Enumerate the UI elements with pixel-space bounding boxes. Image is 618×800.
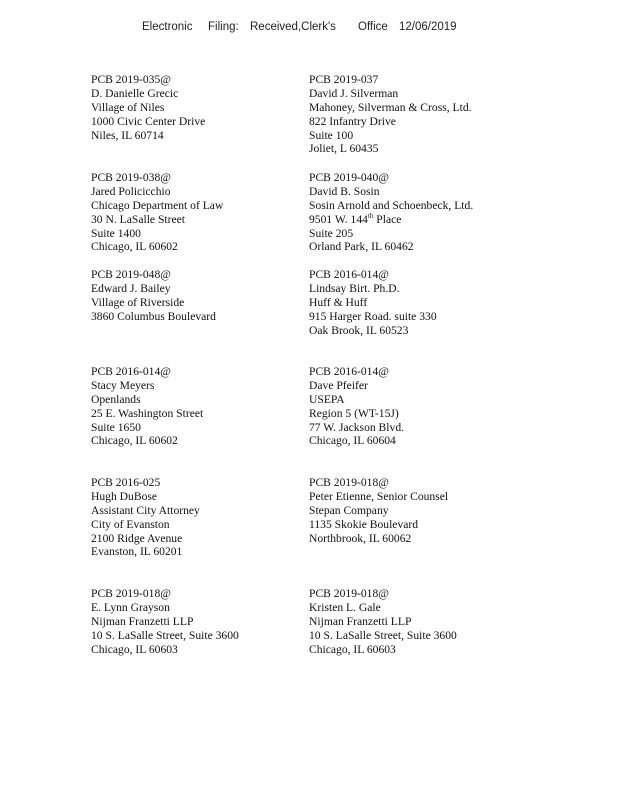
service-entry [91, 171, 223, 254]
case-number: PCB 2019-018@ [309, 587, 389, 600]
street-address: 77 W. Jackson Blvd. [309, 420, 405, 434]
city-state-zip: Chicago, IL 60602 [91, 240, 178, 254]
organization: Village of Riverside [91, 295, 185, 309]
contact-name: David B. Sosin [309, 184, 380, 198]
organization: Village of Niles [91, 100, 165, 114]
case-number: PCB 2019-037 [309, 73, 379, 86]
contact-name: Kristen L. Gale [309, 600, 381, 614]
organization: Sosin Arnold and Schoenbeck, Ltd. [309, 198, 474, 212]
service-entry [91, 268, 216, 324]
contact-name: Hugh DuBose [91, 489, 158, 503]
city-state-zip: Oak Brook, IL 60523 [309, 323, 409, 337]
street-address: 915 Harger Road. suite 330 [309, 309, 437, 323]
suite: Suite 205 [309, 226, 354, 240]
contact-name: Stacy Meyers [91, 378, 155, 392]
suite: Suite 1650 [91, 420, 141, 434]
service-entry [309, 171, 473, 254]
stamp-office: Office [358, 21, 388, 33]
street-address: 3860 Columbus Boulevard [91, 309, 216, 323]
case-number: PCB 2016-025 [91, 476, 161, 489]
case-number: PCB 2019-038@ [91, 171, 171, 184]
organization: Nijman Franzetti LLP [91, 614, 194, 628]
service-entry [309, 365, 404, 448]
contact-name: Edward J. Bailey [91, 281, 171, 295]
street-address: 2100 Ridge Avenue [91, 531, 183, 545]
contact-name: Lindsay Birt. Ph.D. [309, 281, 400, 295]
suite: Suite 1400 [91, 226, 141, 240]
case-number: PCB 2019-018@ [91, 587, 171, 600]
city-state-zip: Chicago, IL 60604 [309, 434, 396, 448]
street-address: 9501 W. 144th Place [309, 211, 402, 226]
service-entry [309, 587, 457, 656]
case-number: PCB 2016-014@ [309, 365, 389, 378]
city-state-zip: Chicago, IL 60603 [309, 642, 396, 656]
street-address: Region 5 (WT-15J) [309, 406, 399, 420]
city-state-zip: Evanston, IL 60201 [91, 545, 183, 559]
organization: Openlands [91, 392, 141, 406]
service-entry [91, 476, 200, 559]
city-state-zip: Northbrook, IL 60062 [309, 531, 412, 545]
city-state-zip: Chicago, IL 60602 [91, 434, 178, 448]
stamp-received: Received,Clerk's [250, 21, 336, 33]
city-state-zip: Niles, IL 60714 [91, 128, 164, 142]
suite: Suite 100 [309, 128, 354, 142]
street-address: 30 N. LaSalle Street [91, 212, 186, 226]
case-number: PCB 2016-014@ [309, 268, 389, 281]
organization: Chicago Department of Law [91, 198, 224, 212]
contact-name: E. Lynn Grayson [91, 600, 170, 614]
street-address: 1000 Civic Center Drive [91, 114, 206, 128]
case-number: PCB 2016-014@ [91, 365, 171, 378]
service-entry [91, 587, 239, 656]
organization: Huff & Huff [309, 295, 368, 309]
contact-name: Jared Policicchio [91, 184, 171, 198]
service-entry [309, 268, 437, 337]
organization: USEPA [309, 392, 345, 406]
organization: City of Evanston [91, 517, 170, 531]
service-entry [91, 73, 205, 142]
stamp-date: 12/06/2019 [399, 21, 457, 33]
contact-name: D. Danielle Grecic [91, 86, 179, 100]
street-address: 25 E. Washington Street [91, 406, 204, 420]
street-address: 10 S. LaSalle Street, Suite 3600 [91, 628, 239, 642]
stamp-filing: Filing: [208, 21, 239, 33]
city-state-zip: Joliet, L 60435 [309, 142, 379, 156]
service-entry [91, 365, 203, 448]
street-address: 1135 Skokie Boulevard [309, 517, 419, 531]
case-number: PCB 2019-035@ [91, 73, 171, 86]
case-number: PCB 2019-048@ [91, 268, 171, 281]
service-entry [309, 73, 472, 156]
organization: Mahoney, Silverman & Cross, Ltd. [309, 100, 472, 114]
city-state-zip: Orland Park, IL 60462 [309, 240, 414, 254]
service-entry [309, 476, 448, 545]
stamp-electronic: Electronic [142, 21, 193, 33]
contact-name: David J. Silverman [309, 86, 399, 100]
contact-name: Dave Pfeifer [309, 378, 368, 392]
organization: Stepan Company [309, 503, 389, 517]
street-address: 10 S. LaSalle Street, Suite 3600 [309, 628, 457, 642]
case-number: PCB 2019-018@ [309, 476, 389, 489]
contact-name: Peter Etienne, Senior Counsel [309, 489, 449, 503]
organization: Nijman Franzetti LLP [309, 614, 412, 628]
street-address: 822 Infantry Drive [309, 114, 396, 128]
title: Assistant City Attorney [91, 503, 200, 517]
city-state-zip: Chicago, IL 60603 [91, 642, 178, 656]
case-number: PCB 2019-040@ [309, 171, 389, 184]
